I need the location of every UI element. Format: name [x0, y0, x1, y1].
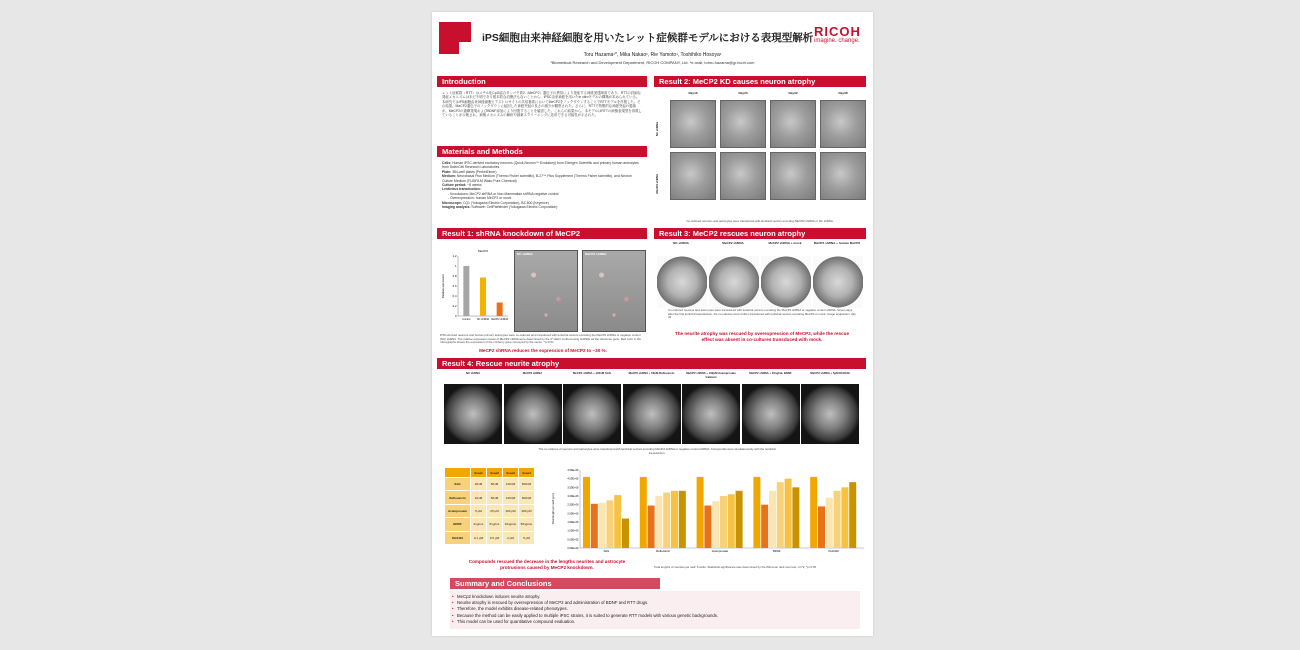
summary-item: • MeCp2 knockdown induces neurite atrophy.: [450, 594, 860, 600]
r4-label: NC shRNA: [465, 371, 481, 375]
result1-caption: iPSC-derived neurons and human primary astrocytes were co-cultured and transduced with lentiviral vectors encoding the MeCP2 shRNA or negative control (NC) shRNA. The relative expression levels of MeCP2 mRNA were determined by the 2^-ΔΔCt method using GAPDH as the reference gene. Red color in the micrographs shows the expression of the mCherry gene conveyed by the vector. *p<0.01: [440, 334, 642, 345]
r3-micrograph: [657, 256, 707, 308]
r4-y-tick-label: 1.50E+06: [567, 521, 579, 524]
r1-x-tick-label: Control: [462, 318, 471, 321]
r2-micrograph: [770, 100, 816, 148]
table-cell: 500nM: [519, 478, 535, 491]
r1-y-axis-label: Relative expression: [441, 273, 445, 299]
poster-title: iPS細胞由来神経細胞を用いたレット症候群モデルにおける表現型解析: [482, 32, 814, 44]
result3-caption: Co-cultured neurons and astrocytes were transduced with lentiviral vectors encoding the MeCP2 shRNA or negative control shRNA. Seven days after the first lentiviral transduction, the co-cultures were further transduced with lentiviral vectors encoding MeCP2 or mock. Image acquisition: day 32: [668, 309, 856, 320]
table-cell: 10nM: [471, 491, 487, 504]
table-header-cell: dose2: [487, 468, 503, 478]
brand-logo: RICOH: [814, 24, 861, 39]
result2-heading: Result 2: MeCP2 KD causes neuron atrophy: [654, 76, 866, 87]
r1-y-tick-label: 1: [454, 264, 457, 268]
r4-bar: [599, 503, 606, 548]
microscope-text: CQ1 (Yokogawa Electric Corporation), BZ-800 (Keyence): [462, 200, 549, 205]
result4-caption: The co-cultures of neurons and astrocytes were transduced with lentiviral vectors encoding MeCP2 shRNA or negative control shRNA. Compounds were simultaneously with the lentiviral transduction.: [538, 447, 776, 455]
imaging-text: Software: CellPathfinder (Yokogawa Electric Corporation): [471, 205, 558, 210]
r4-bar: [614, 495, 621, 548]
r4-x-tick-label: SAG: [603, 549, 610, 553]
poster: [432, 12, 873, 636]
r3-label: NC shRNA: [673, 241, 689, 245]
result3-heading: Result 3: MeCP2 rescues neuron atrophy: [654, 228, 866, 239]
r4-bar: [720, 496, 727, 548]
r4-bar: [606, 500, 613, 548]
r4-y-tick-label: 3.00E+06: [567, 495, 579, 498]
table-cell: 20nM: [471, 478, 487, 491]
r2-micrograph: [720, 100, 766, 148]
lentivirus-label: Lentivirus transduction:: [442, 187, 481, 192]
medium-label: Medium:: [442, 174, 456, 179]
r4-y-axis-label: Total length per well [μm]: [551, 493, 555, 525]
r1-x-tick-label: NC shRNA: [476, 318, 490, 321]
r4-micrograph: [444, 384, 502, 444]
r2-row-label: NC shRNA: [655, 122, 659, 137]
table-cell: 5 μM: [519, 531, 535, 544]
introduction-heading: Introduction: [437, 76, 647, 87]
result3-conclusion: The neurite atrophy was rescued by overexpression of MeCP2, while the rescue effect was absent in co-cultures transduced with mock.: [674, 331, 850, 342]
lentivirus-knockdown: - Knockdown: MeCP2 shRNA or Non-Mammalian shRNA negative control: [448, 191, 559, 196]
lentivirus-overexpression: - Overexpression: human MeCP2 or mock: [448, 196, 512, 201]
r1-bar: [480, 278, 486, 317]
r4-bar: [792, 487, 799, 548]
r1-x-tick-label: MeCP2 shRNA: [491, 318, 509, 321]
r4-label: MeCP2 shRNA + 50nM Reflocarcin: [628, 371, 675, 375]
table-row: [445, 504, 535, 517]
table-cell: BDNF: [445, 518, 471, 531]
result2-caption: Co-cultured neurons and astrocytes were transduced with lentiviral vectors encoding MeCP2 shRNA or NC shRNA.: [686, 219, 834, 223]
r4-y-tick-label: 4.00E+06: [567, 477, 579, 481]
table-cell: 2ng/mL: [471, 518, 487, 531]
r1-chart-title: MeCP2: [477, 249, 489, 253]
result4-chart-note: Total lengths of neurites per well: 6 wells. Statistical significance was determined by the Wilcoxon rank sum test, n=72, *p<0.05: [654, 565, 816, 569]
medium-text: Neurobasal Plus Medium (Thermo Fisher scientific), B-27™ Plus Supplement (Thermo Fisher scientific), and Neuron Culture Medium (FUJIFILM Wako Pure Chemical): [442, 174, 632, 183]
r4-label: MeCP2 shRNA + 5μM KH2449: [810, 371, 850, 375]
r4-bar: [640, 477, 647, 548]
r2-micrograph: [820, 100, 866, 148]
r3-micrograph: [813, 256, 863, 308]
culture-label: Culture period:: [442, 183, 467, 188]
r4-micrograph: [801, 384, 859, 444]
table-header-cell: dose4: [519, 468, 535, 478]
r1-y-tick-label: 0.8: [452, 274, 457, 278]
result1-heading: Result 1: shRNA knockdown of MeCP2: [437, 228, 647, 239]
r4-bar: [622, 519, 629, 548]
table-header-cell: dose1: [471, 468, 487, 478]
table-cell: 100nM: [503, 491, 519, 504]
result1-panel1-label: NC shRNA: [517, 252, 533, 256]
r4-bar: [753, 477, 760, 548]
r4-y-tick-label: 2.00E+06: [567, 512, 579, 516]
result1-micrograph-mecp2: [582, 250, 646, 332]
r3-micrograph: [709, 256, 759, 308]
table-cell: 50nM: [487, 491, 503, 504]
r4-bar: [728, 494, 735, 548]
methods-heading: Materials and Methods: [437, 146, 647, 157]
r4-bar: [671, 491, 678, 548]
result1-conclusion: MeCP2 shRNA reduces the expression of MeCP2 to ~30 %.: [479, 348, 607, 353]
r4-label: MeCP2 shRNA + 100μM Acamprosate Calcium: [686, 371, 736, 379]
imaging-label: Imaging analysis:: [442, 205, 471, 210]
r3-label: MeCP2 shRNA + human MeCP2: [813, 241, 861, 245]
table-row: [445, 518, 535, 531]
r4-label: MeCP2 shRNA: [522, 371, 543, 375]
table-cell: 200 μM: [519, 504, 535, 517]
result1-bar-chart: [440, 246, 512, 330]
methods-body: [442, 161, 642, 209]
r4-bar: [591, 504, 598, 548]
r4-bar: [648, 506, 655, 548]
r1-y-tick-label: 1.2: [452, 254, 457, 258]
table-header-cell: dose3: [503, 468, 519, 478]
cells-label: Cells:: [442, 161, 452, 165]
table-row: [445, 491, 535, 504]
logo-square-icon: [439, 22, 471, 54]
r3-label: MeCP2 shRNA + mock: [768, 241, 802, 245]
table-row: [445, 478, 535, 491]
r4-micrograph: [682, 384, 740, 444]
r4-bar: [583, 477, 590, 548]
r2-col-label: Day23: [738, 91, 748, 95]
r4-y-tick-label: 2.50E+06: [567, 503, 579, 507]
r4-micrograph: [563, 384, 621, 444]
r4-micrograph: [504, 384, 562, 444]
r4-bar: [841, 487, 848, 548]
microscope-label: Microscope:: [442, 200, 462, 205]
brand-tagline: imagine. change.: [814, 38, 860, 44]
r4-bar: [818, 506, 825, 548]
r4-label: MeCP2 shRNA + 10ng/mL BDNF: [749, 371, 792, 375]
table-cell: 5 μM: [471, 504, 487, 517]
r2-col-label: Day38: [838, 91, 848, 95]
r1-bar: [463, 266, 469, 316]
result4-heading: Result 4: Rescue neurite atrophy: [437, 358, 866, 369]
r2-micrograph: [820, 152, 866, 200]
introduction-body: レット症候群（RTT）はメチル化CpG結合タンパク質2（MeCP2）遺伝子の異常により発症する神経発達障害であり、RTTの詳細な発症メカニズムは未だ不明であり根本的な治療法もないことから、iPSC由来神経を用いたin vitroモデルの構築が求められている。本研究ではiPS細胞由来神経細胞とアストロサイトの共培養系においてMeCP2をノックダウンすることでRTTモデルを作製した。その結果、MeCP2遺伝子のノックダウンに起因した神経突起の長さの減少が観察された。さらに、RTTで特徴的な神経突起の萎縮が、MeCP2の過剰発現およびBDNF添加により回復することを確認した。これらの結果から、本モデルはRTTの病態表現型を再現していることが示唆され、病態メカニズムの解析や創薬スクリーニングに応用できる可能性が示された。: [442, 91, 642, 118]
summary-item: • Neurite atrophy is rescued by overexpression of MeCP2 and administration of BDNF and RTT drugs.: [450, 600, 860, 606]
r4-bar: [712, 501, 719, 548]
r1-y-tick-label: 0.6: [452, 284, 457, 288]
table-cell: 2 μM: [503, 531, 519, 544]
result4-micrograph-row: [444, 372, 862, 446]
r1-y-tick-label: 0.4: [452, 294, 457, 298]
r4-x-tick-label: BDNF: [772, 549, 781, 553]
r4-bar: [826, 498, 833, 548]
r4-bar: [761, 505, 768, 548]
r4-bar: [704, 506, 711, 548]
r4-y-tick-label: 5.00E+05: [567, 538, 579, 542]
table-cell: Acamprosate: [445, 504, 471, 517]
r1-y-tick-label: 0: [454, 314, 457, 318]
table-header-cell: [445, 468, 471, 478]
r2-row-label: MeCP2 shRNA: [655, 174, 659, 194]
table-cell: 100nM: [503, 478, 519, 491]
summary-list: [450, 591, 860, 629]
r4-bar: [655, 496, 662, 548]
r3-label: MeCP2 shRNA: [722, 241, 744, 245]
result2-micrograph-grid: [654, 92, 868, 217]
r4-micrograph: [742, 384, 800, 444]
table-cell: 5ng/mL: [487, 518, 503, 531]
summary-item: • This model can be used for quantitative compound evaluation.: [450, 619, 860, 625]
table-cell: Reflocarcin: [445, 491, 471, 504]
summary-item: • Therefore, the model exhibits disease-related phenotypes.: [450, 606, 860, 612]
r3-micrograph: [761, 256, 811, 308]
cells-text: Human iPSC-derived excitatory neurons (Quick-Neuron™ Excitatory) from Elixirgen Scientific and primary human astrocytes from ScienCell Research Laboratories: [442, 161, 639, 170]
r4-bar: [849, 482, 856, 548]
r4-bar: [697, 477, 704, 548]
r4-bar: [834, 491, 841, 548]
summary-heading: Summary and Conclusions: [450, 578, 660, 589]
r2-micrograph: [720, 152, 766, 200]
result1-panel2-label: MeCP2 shRNA: [585, 252, 607, 256]
table-cell: 50nM: [487, 478, 503, 491]
r4-micrograph: [623, 384, 681, 444]
table-cell: SAG: [445, 478, 471, 491]
table-cell: 100 μM: [503, 504, 519, 517]
r2-col-label: Day32: [788, 91, 798, 95]
r1-y-tick-label: 0.2: [452, 304, 457, 308]
affiliation: ¹Biomedical Research and Development Department, RICOH COMPANY, Ltd. *e-mail; tohru.hazama@jp.ricoh.com: [550, 60, 755, 65]
table-cell: 10ng/mL: [503, 518, 519, 531]
culture-text: ~6 weeks: [467, 183, 482, 188]
summary-item: • Because the method can be easily applied to multiple iPSC strains, it is suited to generate RTT models with various genetic backgrounds.: [450, 613, 860, 619]
r4-bar: [769, 491, 776, 548]
authors: Toru Hazama¹*, Mika Nakao¹, Rie Yamoto¹, Toshihiko Hosoya¹: [583, 52, 722, 58]
r4-bar: [785, 479, 792, 548]
r4-bar: [736, 491, 743, 548]
plate-text: 384-well plates (PerkinElmer): [452, 169, 497, 174]
table-cell: 0.5 μM: [487, 531, 503, 544]
r4-bar: [810, 477, 817, 548]
table-row: [445, 531, 535, 544]
result4-conclusion: Compounds rescued the decrease in the lengths neurites and astrocyte protrusions caused by MeCP2 knockdown.: [468, 559, 626, 570]
table-cell: 500nM: [519, 491, 535, 504]
r4-x-tick-label: KH2449: [828, 549, 839, 553]
r4-bar: [663, 493, 670, 548]
r4-y-tick-label: 1.00E+06: [567, 529, 579, 533]
table-cell: KH2449: [445, 531, 471, 544]
result1-micrograph-nc: [514, 250, 578, 332]
table-cell: 25 μM: [487, 504, 503, 517]
result4-bar-chart: [550, 464, 868, 564]
r2-micrograph: [670, 100, 716, 148]
r2-micrograph: [670, 152, 716, 200]
r4-y-tick-label: 0.00E+00: [567, 547, 579, 550]
r4-y-tick-label: 3.50E+06: [567, 486, 579, 490]
r2-col-label: Day16: [688, 91, 698, 95]
table-cell: 0.1 μM: [471, 531, 487, 544]
r4-bar: [777, 482, 784, 548]
plate-label: Plate:: [442, 169, 452, 174]
r4-y-tick-label: 4.50E+06: [567, 469, 579, 472]
r4-bar: [679, 491, 686, 548]
r4-x-tick-label: Reflocarcin: [656, 549, 671, 553]
result4-compound-table: [444, 467, 535, 545]
r2-micrograph: [770, 152, 816, 200]
r4-label: MeCP2 shRNA + 100nM SAG: [572, 371, 612, 375]
r4-x-tick-label: Acamprosate: [711, 549, 729, 553]
table-cell: 50ng/mL: [519, 518, 535, 531]
r1-bar: [497, 303, 503, 317]
result3-micrograph-row: [656, 242, 866, 308]
